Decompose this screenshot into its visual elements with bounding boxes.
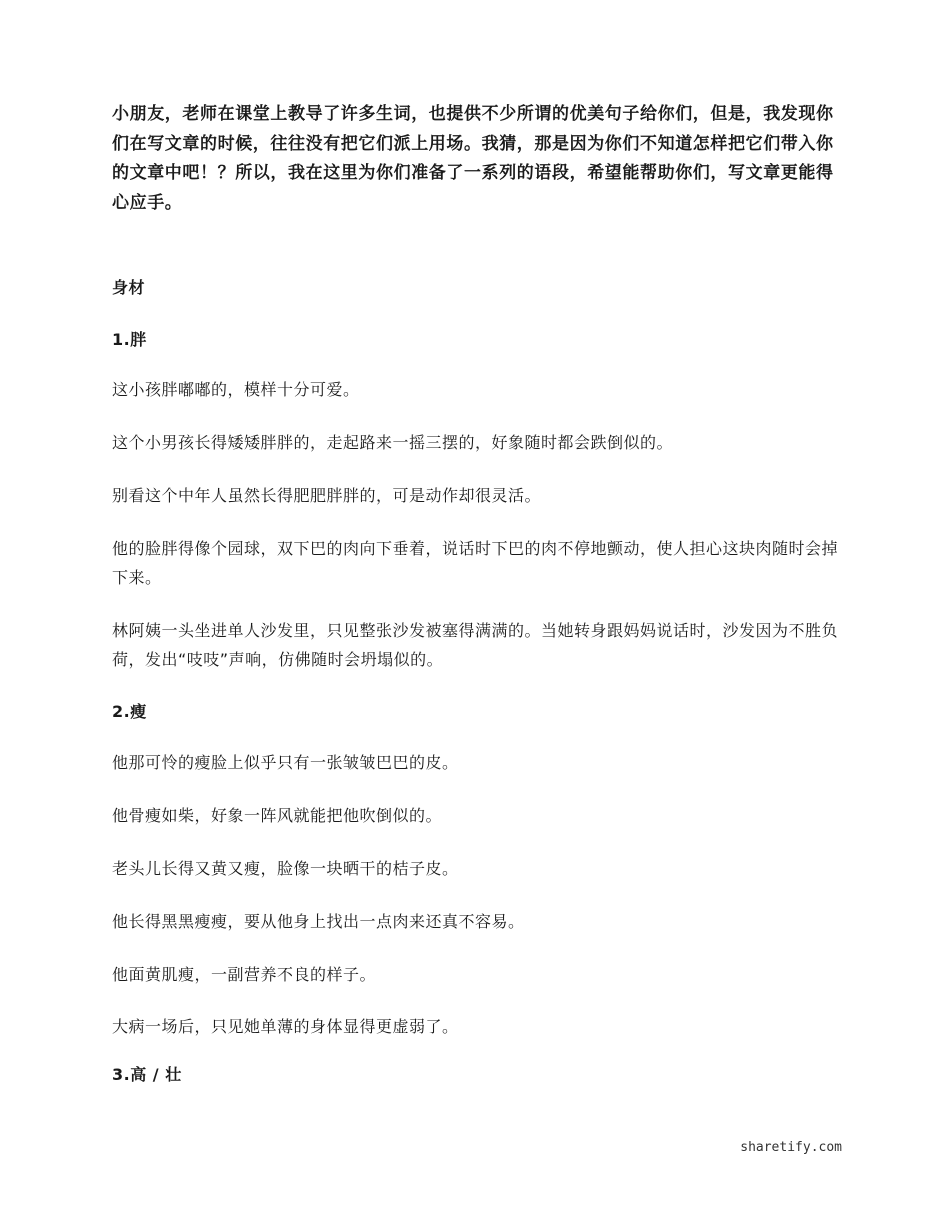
sentence-fat-5: 林阿姨一头坐进单人沙发里，只见整张沙发被塞得满满的。当她转身跟妈妈说话时，沙发因为不胜负荷，发出“吱吱”声响，仿佛随时会坍塌似的。 <box>112 621 839 669</box>
section-title: 身材 <box>112 278 146 297</box>
footer-site-link[interactable]: sharetify.com <box>740 1140 842 1155</box>
heading-fat: 1.胖 <box>112 330 147 349</box>
sentence-thin-5: 他面黄肌瘦，一副营养不良的样子。 <box>112 965 377 984</box>
sentence-thin-4: 他长得黑黑瘦瘦，要从他身上找出一点肉来还真不容易。 <box>112 912 525 931</box>
sentence-thin-6: 大病一场后，只见她单薄的身体显得更虚弱了。 <box>112 1017 459 1036</box>
sentence-thin-3: 老头儿长得又黄又瘦，脸像一块晒干的桔子皮。 <box>112 859 459 878</box>
heading-thin: 2.瘦 <box>112 702 147 721</box>
sentence-fat-4: 他的脸胖得像个园球，双下巴的肉向下垂着，说话时下巴的肉不停地颤动，使人担心这块肉随时会掉下来。 <box>112 539 839 587</box>
intro-paragraph: 小朋友，老师在课堂上教导了许多生词，也提供不少所谓的优美句子给你们，但是，我发现你们在写文章的时候，往往没有把它们派上用场。我猜，那是因为你们不知道怎样把它们带入你的文章中吧！？所以，我在这里为你们准备了一系列的语段，希望能帮助你们，写文章更能得心应手。 <box>112 104 834 213</box>
sentence-thin-2: 他骨瘦如柴，好象一阵风就能把他吹倒似的。 <box>112 806 443 825</box>
sentence-fat-2: 这个小男孩长得矮矮胖胖的，走起路来一摇三摆的，好象随时都会跌倒似的。 <box>112 433 674 452</box>
heading-tall: 3.高 / 壮 <box>112 1065 182 1084</box>
sentence-fat-1: 这小孩胖嘟嘟的，模样十分可爱。 <box>112 380 360 399</box>
document-page <box>112 0 842 1230</box>
sentence-fat-3: 别看这个中年人虽然长得肥肥胖胖的，可是动作却很灵活。 <box>112 486 542 505</box>
sentence-thin-1: 他那可怜的瘦脸上似乎只有一张皱皱巴巴的皮。 <box>112 753 459 772</box>
